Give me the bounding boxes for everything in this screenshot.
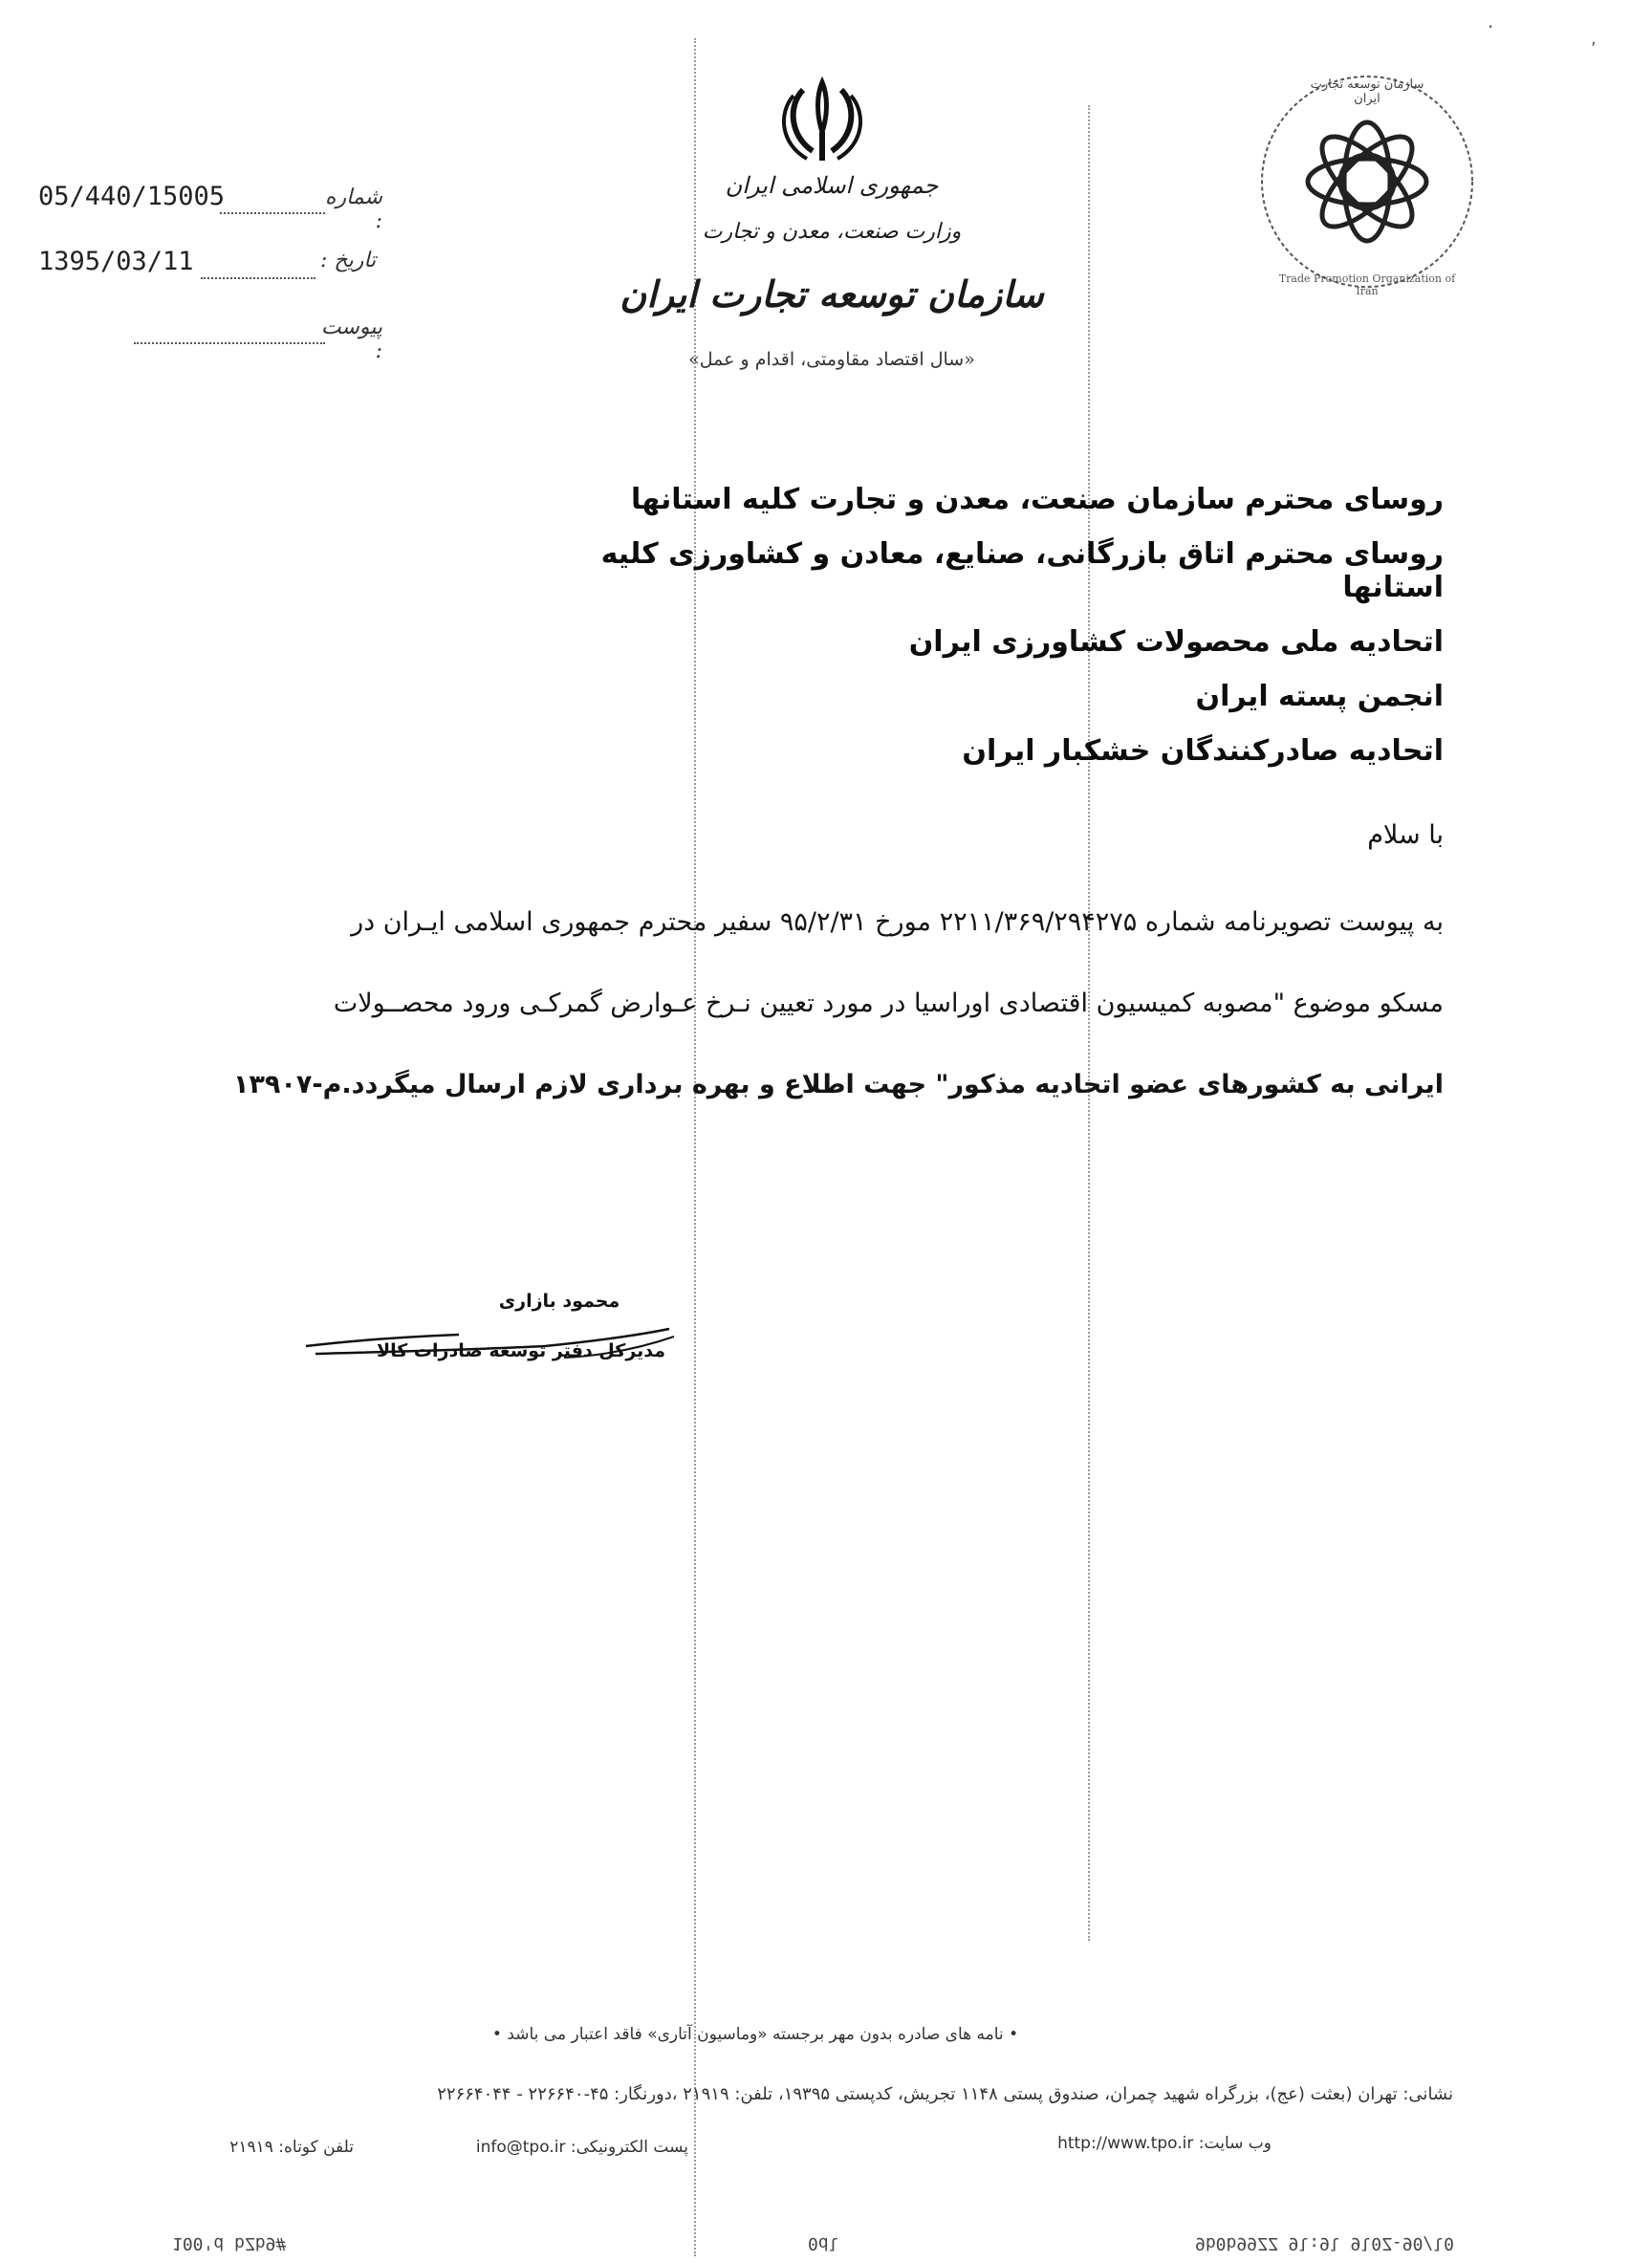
letter-number: 05/440/15005	[38, 182, 226, 211]
signature-block	[296, 1291, 698, 1396]
attachment-label: پیوست :	[320, 315, 382, 363]
organization-seal	[1257, 72, 1477, 297]
recipient-line: انجمن پسته ایران	[1195, 680, 1444, 713]
year-slogan: «سال اقتصاد مقاومتی، اقدام و عمل»	[688, 349, 975, 370]
ministry-name: وزارت صنعت، معدن و تجارت	[702, 220, 962, 244]
seal-text: سازمان توسعه تجارت ایران	[1310, 77, 1424, 106]
recipient-line: روسای محترم اتاق بازرگانی، صنایع، معادن و کشاورزی کلیه استانها	[600, 537, 1444, 604]
letterhead	[612, 76, 1052, 459]
country-name: جمهوری اسلامی ایران	[725, 172, 939, 199]
seal-text-en: Trade Promotion Organization of Iran	[1278, 272, 1456, 297]
recipient-line: اتحادیه ملی محصولات کشاورزی ایران	[908, 625, 1444, 659]
fax-header-center: 0dl	[808, 2233, 839, 2253]
letter-date: 1395/03/11	[38, 247, 194, 276]
recipient-line: اتحادیه صادرکنندگان خشکبار ایران	[962, 734, 1444, 768]
letter-body	[191, 899, 1444, 1109]
letter-number-label: شماره :	[324, 185, 382, 233]
fax-header-right: 9b0b99ZZ 9l:9l 9l0Z-90/l0	[1195, 2233, 1454, 2253]
signatory-name: محمود بازاری	[498, 1291, 620, 1312]
body-line: مسکو موضوع "مصوبه کمیسیون اقتصادی اوراسیا در مورد تعیین نـرخ عـوارض گمرکـی ورود محصــولات	[333, 989, 1444, 1018]
scan-mark: ·	[1488, 15, 1494, 38]
recipients-list	[516, 483, 1444, 768]
footer-address: نشانی: تهران (بعثت (عج)، بزرگراه شهید چمران، صندوق پستی ۱۱۴۸ تجریش، کدپستی ۱۹۳۹۵، تلفن: ۲۱۹۱۹ ،دورنگار: ۴۵-۲۲۶۶۴۰ - ۲۲۶۶۴۰۴۴	[437, 2084, 1453, 2104]
letter-meta	[0, 172, 382, 373]
body-line: به پیوست تصویرنامه شماره ۲۲۱۱/۳۶۹/۲۹۴۲۷۵ مورخ ۹۵/۲/۳۱ سفیر محترم جمهوری اسلامی ایـران در	[351, 907, 1444, 937]
signatory-title: مدیرکل دفتر توسعه صادرات کالا	[376, 1340, 666, 1361]
body-line: ایرانی به کشورهای عضو اتحادیه مذکور" جهت اطلاع و بهره برداری لازم ارسال میگردد.م-۱۳۹۰۷	[232, 1070, 1444, 1099]
iran-emblem-icon	[774, 76, 870, 164]
footer-short-phone: تلفن کوتاه: ۲۱۹۱۹	[229, 2138, 354, 2157]
organization-name: سازمان توسعه تجارت ایران	[620, 272, 1044, 315]
footer-email: پست الکترونیکی: info@tpo.ir	[475, 2138, 688, 2157]
scan-mark-2: ,	[1591, 29, 1597, 49]
footer-notice: • نامه های صادره بدون مهر برجسته «وماسیون آتاری» فاقد اعتبار می باشد •	[491, 2025, 1019, 2044]
greeting: با سلام	[1367, 820, 1444, 850]
footer-website: وب سایت: http://www.tpo.ir	[1057, 2134, 1272, 2153]
letter-date-label: تاریخ :	[320, 249, 377, 272]
recipient-line: روسای محترم سازمان صنعت، معدن و تجارت کلیه استانها	[630, 483, 1444, 516]
fax-header-left: 100'd bZb9#	[172, 2233, 287, 2253]
